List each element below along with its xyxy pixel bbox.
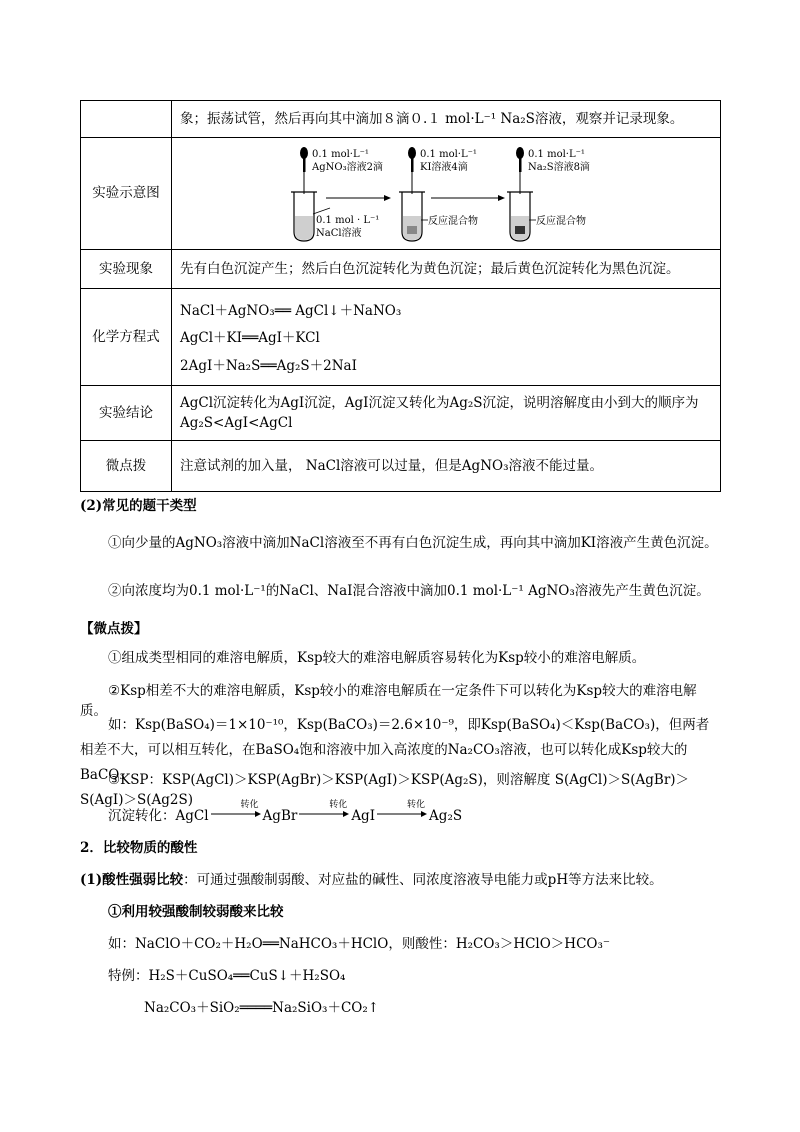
types-paragraph-1: ①向少量的AgNO₃溶液中滴加NaCl溶液至不再有白色沉淀生成，再向其中滴加KI溶液产生黄色沉淀。 [108,535,718,551]
acidity-subheading [80,870,721,890]
conclusion-text: AgCl沉淀转化为AgI沉淀，AgI沉淀又转化为Ag₂S沉淀，说明溶解度由小到大的顺序为Ag₂S<AgI<AgCl [172,386,721,441]
types-paragraph-2: ②向浓度均为0.1 mol·L⁻¹的NaCl、NaI混合溶液中滴加0.1 mol·L⁻¹ AgNO₃溶液先产生黄色沉淀。 [108,583,710,599]
tube2-label: 反应混合物 [428,215,478,227]
tips-paragraph-2: ②Ksp相差不大的难溶电解质，Ksp较小的难溶电解质在一定条件下可以转化为Ksp较大的难溶电解质。 [80,683,697,719]
tube1-line2: NaCl溶液 [316,227,362,239]
acidity-special-2: Na₂CO₃＋SiO₂════Na₂SiO₃＋CO₂↑ [144,1000,380,1016]
diagram-cell [172,138,721,250]
drop2-line2: KI溶液4滴 [420,161,468,173]
acidity-special-1: 特例：H₂S＋CuSO₄══CuS↓＋H₂SO₄ [108,968,346,984]
tip-text: 注意试剂的加入量， NaCl溶液可以过量，但是AgNO₃溶液不能过量。 [172,441,721,492]
precipitate-conversion-line [80,800,721,826]
arrow-right-icon [431,195,505,201]
conversion-arrow-label: 转化 [240,800,259,810]
drop1-line2: AgNO₃溶液2滴 [312,161,383,173]
conversion-arrow-label: 转化 [407,800,426,810]
acidity-method-1: ①利用较强酸制较弱酸来比较 [108,904,284,920]
tip-label: 微点拨 [81,441,172,492]
tube3-label: 反应混合物 [536,215,586,227]
test-tube-1-icon [291,192,317,241]
experiment-diagram [276,146,616,242]
conversion-species-1: AgCl [175,808,209,824]
observation-text: 先有白色沉淀产生；然后白色沉淀转化为黄色沉淀；最后黄色沉淀转化为黑色沉淀。 [172,250,721,289]
conclusion-label: 实验结论 [81,386,172,441]
experiment-table [80,100,721,492]
table-row-0-text: 象；振荡试管，然后再向其中滴加８滴０.１ mol·L⁻¹ Na₂S溶液，观察并记录现象。 [172,101,721,138]
drop3-line1: 0.1 mol·L⁻¹ [528,148,585,160]
dropper-icon [300,147,308,194]
equation-1: NaCl＋AgNO₃══ AgCl↓＋NaNO₃ [180,303,402,320]
observation-label: 实验现象 [81,250,172,289]
conversion-arrow-label: 转化 [329,800,348,810]
conversion-arrow-icon [211,800,261,818]
conversion-species-4: Ag₂S [429,808,463,824]
acidity-subheading-lead: (1)酸性强弱比较 [80,872,184,888]
equation-3: 2AgI＋Na₂S══Ag₂S＋2NaI [180,357,357,374]
dropper-icon [408,147,416,194]
drop1-line1: 0.1 mol·L⁻¹ [312,148,369,160]
equation-cell [172,289,721,386]
arrow-right-icon [326,195,391,201]
equation-label: 化学方程式 [81,289,172,386]
tips-paragraph-1: ①组成类型相同的难溶电解质，Ksp较大的难溶电解质容易转化为Ksp较小的难溶电解质。 [108,650,646,666]
tube1-line1: 0.1 mol · L⁻¹ [316,214,380,226]
conversion-prefix: 沉淀转化： [108,808,176,824]
equation-2: AgCl＋KI══AgI＋KCl [180,330,320,347]
drop3-line2: Na₂S溶液8滴 [528,161,590,173]
section-heading-types: (2)常见的题干类型 [80,498,197,514]
test-tube-2-icon [399,192,425,241]
dropper-icon [516,147,524,194]
conversion-arrow-icon [299,800,349,818]
tips-paragraph-3: 如：Ksp(BaSO₄)＝1×10⁻¹⁰，Ksp(BaCO₃)＝2.6×10⁻⁹，即Ksp(BaSO₄)＜Ksp(BaCO₃)，但两者相差不大，可以相互转化，在BaSO₄饱和溶液中加入高浓度的Na₂CO₃溶液，也可以转化成Ksp较大的BaCO₃ [80,717,710,783]
conversion-species-3: AgI [351,808,376,824]
diagram-label: 实验示意图 [81,138,172,250]
tips-paragraph-4: ③KSP：KSP(AgCl)＞KSP(AgBr)＞KSP(AgI)＞KSP(Ag₂S)，则溶解度 S(AgCl)＞S(AgBr)＞S(AgI)＞S(Ag2S) [80,772,690,808]
acidity-example: 如：NaClO＋CO₂＋H₂O══NaHCO₃＋HClO，则酸性：H₂CO₃＞HClO＞HCO₃⁻ [108,936,611,952]
table-row-0-label [81,101,172,138]
tips-heading: 【微点拨】 [80,621,148,637]
test-tube-3-icon [507,192,533,241]
acidity-heading: 2．比较物质的酸性 [80,840,198,856]
conversion-arrow-icon [377,800,427,818]
acidity-subheading-rest: ：可通过强酸制弱酸、对应盐的碱性、同浓度溶液导电能力或pH等方法来比较。 [183,872,663,888]
conversion-species-2: AgBr [262,808,298,824]
drop2-line1: 0.1 mol·L⁻¹ [420,148,477,160]
